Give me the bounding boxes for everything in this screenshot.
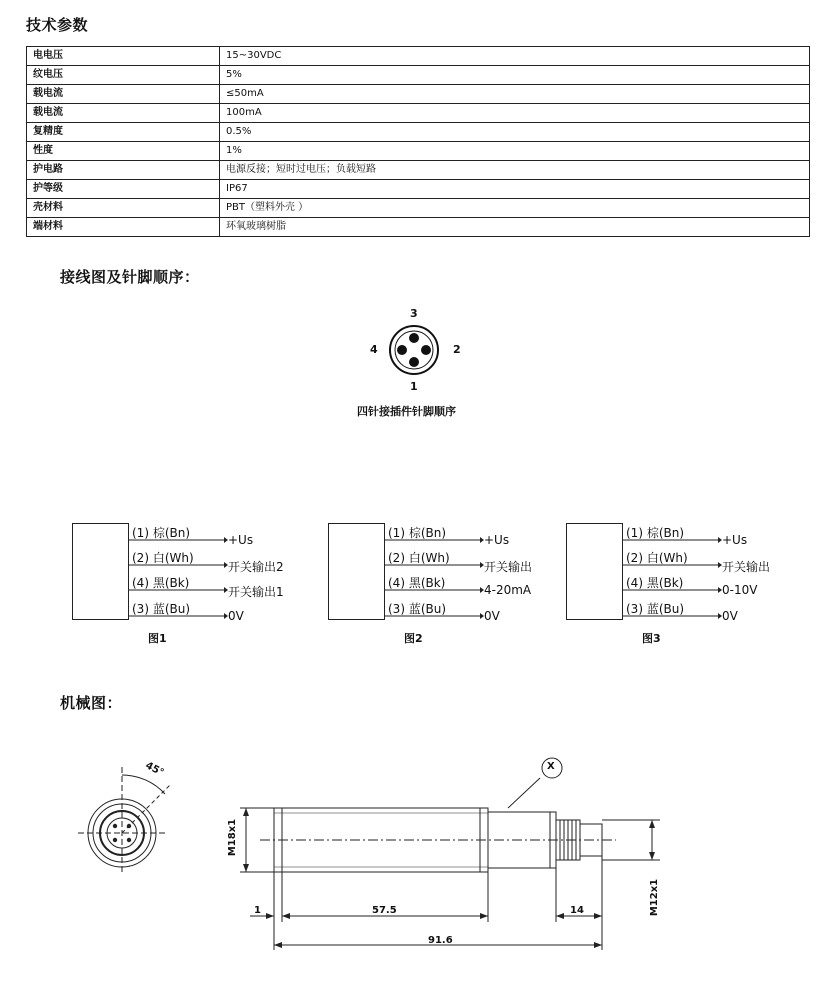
spec-label: 性度 [27, 142, 220, 161]
sensor-front-view-icon [70, 755, 200, 885]
pin-3-label: 3 [410, 307, 418, 320]
sensor-block [328, 523, 385, 620]
tech-title: 技术参数 [26, 16, 89, 34]
dim-91-label: 91.6 [428, 935, 453, 946]
output-label: 开关输出2 [228, 560, 284, 574]
output-label: 0V [228, 609, 244, 623]
spec-row [27, 123, 810, 142]
dim-1-label: 1 [254, 905, 261, 916]
spec-value: 0.5% [220, 123, 810, 142]
wire-color-label: (2) 白(Wh) [132, 551, 194, 565]
connector-caption: 四针接插件针脚顺序 [357, 405, 456, 418]
angle-label: 45° [143, 760, 166, 779]
figure-label: 图3 [642, 632, 661, 645]
spec-label: 复精度 [27, 123, 220, 142]
spec-label: 载电流 [27, 85, 220, 104]
spec-value: 1% [220, 142, 810, 161]
dim-m18-label: M18x1 [227, 818, 239, 857]
pin-2-label: 2 [453, 343, 461, 356]
mechanical-title: 机械图： [60, 694, 123, 712]
spec-label: 纹电压 [27, 66, 220, 85]
spec-value: 电源反接；短时过电压；负载短路 [220, 161, 810, 180]
spec-row [27, 142, 810, 161]
spec-row [27, 199, 810, 218]
output-label: +Us [228, 533, 254, 547]
spec-row [27, 104, 810, 123]
spec-value: 15~30VDC [220, 47, 810, 66]
pin-4-label: 4 [370, 343, 378, 356]
spec-label: 壳材料 [27, 199, 220, 218]
output-label: 开关输出 [722, 560, 771, 574]
figure-label: 图2 [404, 632, 423, 645]
wire-color-label: (2) 白(Wh) [388, 551, 450, 565]
wire-color-label: (3) 蓝(Bu) [132, 602, 191, 616]
spec-label: 护电路 [27, 161, 220, 180]
wire-color-label: (3) 蓝(Bu) [626, 602, 685, 616]
output-label: 开关输出 [484, 560, 533, 574]
spec-value: 100mA [220, 104, 810, 123]
output-label: 开关输出1 [228, 585, 284, 599]
spec-label: 电电压 [27, 47, 220, 66]
connector-pinout-icon [386, 322, 442, 378]
output-label: 0-10V [722, 583, 758, 597]
wiring-title: 接线图及针脚顺序： [60, 268, 200, 286]
spec-label: 载电流 [27, 104, 220, 123]
spec-value: IP67 [220, 180, 810, 199]
dim-m12-label: M12x1 [649, 878, 661, 917]
spec-row [27, 161, 810, 180]
output-label: 0V [484, 609, 500, 623]
marker-x-label: X [547, 761, 555, 772]
wire-color-label: (1) 棕(Bn) [132, 526, 191, 540]
figure-label: 图1 [148, 632, 167, 645]
sensor-block [72, 523, 129, 620]
pin-1-label: 1 [410, 380, 418, 393]
spec-value: 5% [220, 66, 810, 85]
spec-label: 端材料 [27, 218, 220, 237]
wire-color-label: (4) 黑(Bk) [626, 576, 684, 590]
wire-color-label: (2) 白(Wh) [626, 551, 688, 565]
spec-row [27, 218, 810, 237]
sensor-block [566, 523, 623, 620]
spec-row [27, 47, 810, 66]
spec-row [27, 180, 810, 199]
wire-color-label: (1) 棕(Bn) [626, 526, 685, 540]
wire-color-label: (4) 黑(Bk) [132, 576, 190, 590]
wire-color-label: (1) 棕(Bn) [388, 526, 447, 540]
spec-table [26, 46, 810, 237]
output-label: 0V [722, 609, 738, 623]
spec-label: 护等级 [27, 180, 220, 199]
spec-value: PBT（塑料外壳 ） [220, 199, 810, 218]
dim-14-label: 14 [570, 905, 584, 916]
dim-57-label: 57.5 [372, 905, 397, 916]
wire-color-label: (3) 蓝(Bu) [388, 602, 447, 616]
spec-value: 环氧玻璃树脂 [220, 218, 810, 237]
output-label: +Us [484, 533, 510, 547]
wire-color-label: (4) 黑(Bk) [388, 576, 446, 590]
sensor-side-view-icon [220, 750, 680, 965]
spec-row [27, 85, 810, 104]
spec-value: ≤50mA [220, 85, 810, 104]
output-label: +Us [722, 533, 748, 547]
output-label: 4-20mA [484, 583, 532, 597]
spec-row [27, 66, 810, 85]
